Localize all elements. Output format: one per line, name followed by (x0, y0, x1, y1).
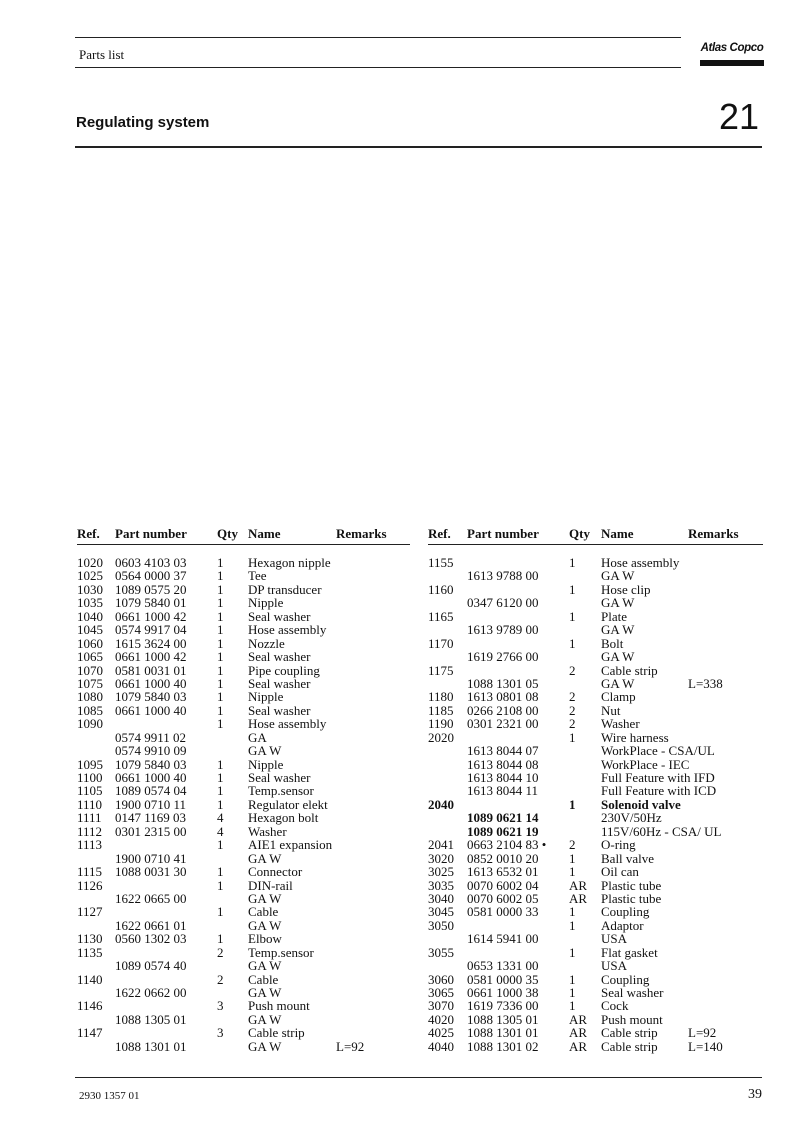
cell-part: 1088 1305 01 (115, 1011, 187, 1027)
cell-ref: 1140 (77, 971, 103, 987)
cell-name: Seal washer (248, 675, 311, 691)
logo-wordmark: Atlas Copco (700, 42, 764, 54)
cell-ref: 1160 (428, 581, 454, 597)
cell-name: O-ring (601, 837, 636, 853)
cell-part: 1089 0621 14 (467, 810, 539, 826)
cell-name: Seal washer (601, 985, 664, 1000)
cell-part: 1089 0621 19 (467, 823, 539, 839)
cell-name: GA W (248, 850, 282, 866)
cell-ref: 2020 (428, 729, 454, 745)
cell-part: 1613 6532 01 (467, 864, 539, 880)
cell-part: 0661 1000 40 (115, 702, 187, 718)
cell-part: 0564 0000 37 (115, 568, 187, 584)
cell-name: GA W (601, 568, 635, 584)
header-label: Parts list (79, 47, 125, 62)
cell-name: Oil can (601, 864, 639, 880)
cell-part: 1622 0661 01 (115, 917, 187, 933)
cell-part: 1613 9789 00 (467, 622, 539, 638)
cell-part: 0603 4103 03 (115, 555, 187, 570)
cell-ref: 1065 (77, 649, 103, 665)
cell-ref: 1070 (77, 662, 103, 678)
cell-name: Pipe coupling (248, 662, 320, 678)
cell-qty: 1 (217, 568, 224, 584)
cell-part: 1613 0801 08 (467, 689, 539, 705)
cell-name: Hexagon bolt (248, 810, 319, 826)
cell-part: 1613 8044 10 (467, 770, 539, 785)
cell-remarks: L=92 (336, 1038, 365, 1054)
cell-part: 0301 2321 00 (467, 716, 539, 732)
cell-name: GA W (248, 917, 282, 933)
cell-name: GA W (248, 1038, 282, 1054)
page-title: Regulating system (76, 114, 210, 131)
cell-qty: 1 (217, 904, 224, 920)
cell-qty: 1 (217, 877, 224, 893)
cell-qty: 1 (569, 971, 576, 987)
cell-name: Flat gasket (601, 944, 658, 960)
cell-name: Temp.sensor (248, 944, 314, 960)
cell-name: Cable strip (601, 662, 658, 678)
cell-name: GA W (248, 743, 282, 759)
cell-qty: AR (569, 1011, 588, 1027)
cell-ref: 3035 (428, 877, 454, 893)
document-code: 2930 1357 01 (79, 1090, 140, 1102)
cell-ref: 1040 (77, 608, 103, 624)
cell-qty: 1 (569, 581, 576, 597)
cell-qty: 1 (217, 608, 224, 624)
table-header-rule (77, 544, 410, 545)
cell-ref: 3065 (428, 985, 454, 1000)
cell-name: GA W (248, 958, 282, 974)
cell-part: 0070 6002 05 (467, 890, 539, 906)
cell-ref: 1127 (77, 904, 103, 920)
cell-part: 1615 3624 00 (115, 635, 187, 651)
cell-name: Cable strip (601, 1025, 658, 1041)
cell-name: Solenoid valve (601, 796, 681, 812)
cell-ref: 1060 (77, 635, 103, 651)
cell-name: GA W (601, 595, 635, 611)
cell-part: 0653 1331 00 (467, 958, 539, 974)
col-header-part-number: Part number (467, 526, 539, 541)
table-header-rule (428, 544, 763, 545)
cell-name: Cable (248, 971, 279, 987)
title-rule (75, 146, 762, 148)
cell-part: 0574 9911 02 (115, 729, 187, 745)
cell-qty: 1 (569, 917, 576, 933)
cell-ref: 1115 (77, 864, 103, 880)
cell-qty: 1 (569, 555, 576, 570)
cell-part: 0347 6120 00 (467, 595, 539, 611)
cell-part: 1088 1305 01 (467, 1011, 539, 1027)
cell-ref: 3050 (428, 917, 454, 933)
header-bottom-rule (75, 67, 681, 68)
cell-part: 1088 1301 01 (115, 1038, 187, 1054)
cell-name: Hexagon nipple (248, 555, 331, 570)
cell-name: Cock (601, 998, 629, 1014)
cell-ref: 3055 (428, 944, 454, 960)
cell-name: Seal washer (248, 702, 311, 718)
cell-part: 0581 0000 35 (467, 971, 539, 987)
cell-ref: 3045 (428, 904, 454, 920)
cell-part: 0581 0031 01 (115, 662, 187, 678)
page-number: 39 (748, 1087, 762, 1102)
cell-ref: 1110 (77, 796, 103, 812)
col-header-qty: Qty (569, 526, 590, 541)
cell-part: 0070 6002 04 (467, 877, 539, 893)
cell-part: 0147 1169 03 (115, 810, 187, 826)
cell-part: 0661 1000 42 (115, 608, 187, 624)
cell-name: Ball valve (601, 850, 655, 866)
cell-qty: 1 (569, 998, 576, 1014)
cell-ref: 1100 (77, 770, 103, 785)
cell-ref: 1180 (428, 689, 454, 705)
cell-ref: 1147 (77, 1025, 103, 1041)
cell-part: 1613 8044 08 (467, 756, 539, 772)
cell-name: Cable strip (601, 1038, 658, 1054)
cell-name: Hose clip (601, 581, 651, 597)
cell-qty: 3 (217, 998, 224, 1014)
cell-ref: 3060 (428, 971, 454, 987)
cell-name: Cable (248, 904, 279, 920)
cell-ref: 1126 (77, 877, 103, 893)
footer-rule (75, 1077, 762, 1078)
cell-part: 0301 2315 00 (115, 823, 187, 839)
cell-name: Washer (601, 716, 640, 732)
cell-part: 0852 0010 20 (467, 850, 539, 866)
cell-part: 1619 7336 00 (467, 998, 539, 1014)
cell-name: 230V/50Hz (601, 810, 662, 826)
cell-part: 0661 1000 38 (467, 985, 539, 1000)
cell-part: 1089 0574 40 (115, 958, 187, 974)
cell-qty: 1 (217, 837, 224, 853)
cell-name: Nipple (248, 689, 284, 705)
cell-name: Coupling (601, 904, 650, 920)
cell-ref: 1165 (428, 608, 454, 624)
cell-qty: 1 (217, 649, 224, 665)
section-number: 21 (718, 96, 759, 137)
cell-name: AIE1 expansion (248, 837, 333, 853)
cell-qty: 4 (217, 810, 224, 826)
col-header-ref: Ref. (77, 526, 100, 541)
cell-name: GA W (248, 890, 282, 906)
col-header-remarks: Remarks (336, 526, 387, 541)
cell-ref: 1035 (77, 595, 103, 611)
cell-name: Plate (601, 608, 627, 624)
cell-remarks: L=140 (688, 1038, 723, 1054)
cell-ref: 1190 (428, 716, 454, 732)
atlas-copco-logo (700, 40, 764, 68)
col-header-ref: Ref. (428, 526, 451, 541)
cell-qty: 2 (217, 944, 224, 960)
cell-qty: 3 (217, 1025, 224, 1041)
cell-part: 1619 2766 00 (467, 649, 539, 665)
cell-part: 1613 8044 07 (467, 743, 539, 759)
cell-qty: 1 (217, 756, 224, 772)
cell-part: 1089 0575 20 (115, 581, 187, 597)
cell-qty: 2 (569, 662, 576, 678)
cell-name: Nozzle (248, 635, 285, 651)
cell-name: GA W (248, 1011, 282, 1027)
cell-qty: 1 (569, 985, 576, 1000)
cell-ref: 1175 (428, 662, 454, 678)
cell-remarks: L=92 (688, 1025, 717, 1041)
cell-ref: 1025 (77, 568, 103, 584)
cell-name: USA (601, 958, 628, 974)
cell-qty: 1 (569, 944, 576, 960)
cell-name: WorkPlace - CSA/UL (601, 743, 715, 759)
cell-ref: 1155 (428, 555, 454, 570)
cell-name: Elbow (248, 931, 282, 947)
cell-qty: 1 (217, 770, 224, 785)
cell-name: Nipple (248, 756, 284, 772)
col-header-name: Name (248, 526, 281, 541)
cell-name: Hose assembly (601, 555, 680, 570)
cell-name: Hose assembly (248, 622, 327, 638)
cell-qty: 2 (569, 837, 576, 853)
cell-part: 1089 0574 04 (115, 783, 187, 799)
cell-ref: 1130 (77, 931, 103, 947)
cell-name: Bolt (601, 635, 624, 651)
cell-ref: 1135 (77, 944, 103, 960)
cell-qty: 1 (569, 850, 576, 866)
cell-ref: 1080 (77, 689, 103, 705)
cell-part: 0661 1000 40 (115, 675, 187, 691)
cell-name: Seal washer (248, 770, 311, 785)
cell-ref: 4040 (428, 1038, 454, 1054)
cell-part: 1900 0710 41 (115, 850, 187, 866)
cell-part: 1614 5941 00 (467, 931, 539, 947)
cell-qty: AR (569, 1038, 588, 1054)
cell-part: 0661 1000 40 (115, 770, 187, 785)
cell-name: Full Feature with ICD (601, 783, 717, 799)
cell-part: 0661 1000 42 (115, 649, 187, 665)
cell-qty: 1 (569, 864, 576, 880)
col-header-qty: Qty (217, 526, 238, 541)
cell-part: 1079 5840 01 (115, 595, 187, 611)
cell-qty: 1 (217, 555, 224, 570)
cell-part: 1088 1301 05 (467, 675, 539, 691)
cell-name: Hose assembly (248, 716, 327, 732)
cell-name: Tee (248, 568, 267, 584)
cell-name: DIN-rail (248, 877, 293, 893)
cell-qty: 1 (217, 689, 224, 705)
cell-ref: 1095 (77, 756, 103, 772)
cell-ref: 1112 (77, 823, 103, 839)
cell-name: WorkPlace - IEC (601, 756, 690, 772)
cell-part: 1088 1301 02 (467, 1038, 539, 1054)
cell-name: Cable strip (248, 1025, 305, 1041)
cell-qty: 1 (217, 635, 224, 651)
cell-part: 1613 9788 00 (467, 568, 539, 584)
cell-part: 0266 2108 00 (467, 702, 539, 718)
cell-ref: 1111 (77, 810, 102, 826)
cell-qty: 1 (217, 622, 224, 638)
cell-ref: 1030 (77, 581, 103, 597)
col-header-remarks: Remarks (688, 526, 739, 541)
cell-ref: 1113 (77, 837, 103, 853)
cell-part: 1088 1301 01 (467, 1025, 539, 1041)
cell-name: GA W (248, 985, 282, 1000)
cell-qty: 2 (569, 689, 576, 705)
cell-qty: 1 (569, 729, 576, 745)
cell-name: GA W (601, 675, 635, 691)
cell-name: GA W (601, 649, 635, 665)
cell-qty: 1 (569, 796, 576, 812)
cell-part: 0574 9910 09 (115, 743, 187, 759)
cell-qty: AR (569, 1025, 588, 1041)
cell-name: Regulator elekt (248, 796, 328, 812)
cell-ref: 3070 (428, 998, 454, 1014)
col-header-part-number: Part number (115, 526, 187, 541)
cell-part: 1079 5840 03 (115, 689, 187, 705)
cell-ref: 1075 (77, 675, 103, 691)
cell-ref: 4020 (428, 1011, 454, 1027)
cell-qty: 1 (217, 796, 224, 812)
cell-qty: 1 (217, 716, 224, 732)
cell-part: 1622 0665 00 (115, 890, 187, 906)
header-top-rule (75, 37, 681, 38)
cell-qty: 4 (217, 823, 224, 839)
cell-qty: 1 (569, 904, 576, 920)
cell-qty: 1 (217, 581, 224, 597)
cell-ref: 1090 (77, 716, 103, 732)
cell-qty: 1 (217, 931, 224, 947)
cell-part: 0581 0000 33 (467, 904, 539, 920)
col-header-name: Name (601, 526, 634, 541)
cell-ref: 3040 (428, 890, 454, 906)
cell-qty: AR (569, 877, 588, 893)
cell-ref: 1105 (77, 783, 103, 799)
cell-ref: 1170 (428, 635, 454, 651)
cell-part: 1088 0031 30 (115, 864, 187, 880)
cell-name: USA (601, 931, 628, 947)
cell-ref: 1020 (77, 555, 103, 570)
cell-ref: 2040 (428, 796, 454, 812)
cell-part: 0574 9917 04 (115, 622, 187, 638)
cell-part: 1079 5840 03 (115, 756, 187, 772)
cell-ref: 3025 (428, 864, 454, 880)
cell-qty: 1 (217, 595, 224, 611)
cell-name: Clamp (601, 689, 636, 705)
cell-qty: 2 (569, 702, 576, 718)
cell-qty: 1 (217, 675, 224, 691)
cell-part: 0560 1302 03 (115, 931, 187, 947)
cell-ref: 2041 (428, 837, 454, 853)
cell-name: GA W (601, 622, 635, 638)
cell-name: Nipple (248, 595, 284, 611)
cell-ref: 1045 (77, 622, 103, 638)
cell-name: Plastic tube (601, 890, 662, 906)
cell-qty: 2 (217, 971, 224, 987)
cell-name: Plastic tube (601, 877, 662, 893)
cell-ref: 4025 (428, 1025, 454, 1041)
cell-name: Seal washer (248, 608, 311, 624)
cell-part: 1900 0710 11 (115, 796, 187, 812)
cell-name: Coupling (601, 971, 650, 987)
cell-name: Full Feature with IFD (601, 770, 715, 785)
cell-name: Seal washer (248, 649, 311, 665)
cell-part: 0663 2104 83 • (467, 837, 547, 853)
cell-qty: 1 (569, 635, 576, 651)
cell-ref: 1085 (77, 702, 103, 718)
cell-name: Temp.sensor (248, 783, 314, 799)
cell-name: 115V/60Hz - CSA/ UL (601, 823, 722, 839)
cell-name: Adaptor (601, 917, 644, 933)
cell-name: DP transducer (248, 581, 322, 597)
cell-name: Wire harness (601, 729, 669, 745)
cell-name: GA (248, 729, 267, 745)
cell-name: Connector (248, 864, 303, 880)
cell-qty: AR (569, 890, 588, 906)
cell-qty: 1 (569, 608, 576, 624)
cell-name: Push mount (248, 998, 310, 1014)
cell-qty: 1 (217, 702, 224, 718)
cell-qty: 1 (217, 662, 224, 678)
cell-remarks: L=338 (688, 675, 723, 691)
cell-ref: 3020 (428, 850, 454, 866)
cell-name: Nut (601, 702, 621, 718)
cell-part: 1622 0662 00 (115, 985, 187, 1000)
cell-ref: 1185 (428, 702, 454, 718)
cell-qty: 2 (569, 716, 576, 732)
cell-name: Push mount (601, 1011, 663, 1027)
cell-ref: 1146 (77, 998, 103, 1014)
logo-bar (700, 60, 764, 66)
cell-name: Washer (248, 823, 287, 839)
cell-qty: 1 (217, 783, 224, 799)
cell-qty: 1 (217, 864, 224, 880)
cell-part: 1613 8044 11 (467, 783, 539, 799)
